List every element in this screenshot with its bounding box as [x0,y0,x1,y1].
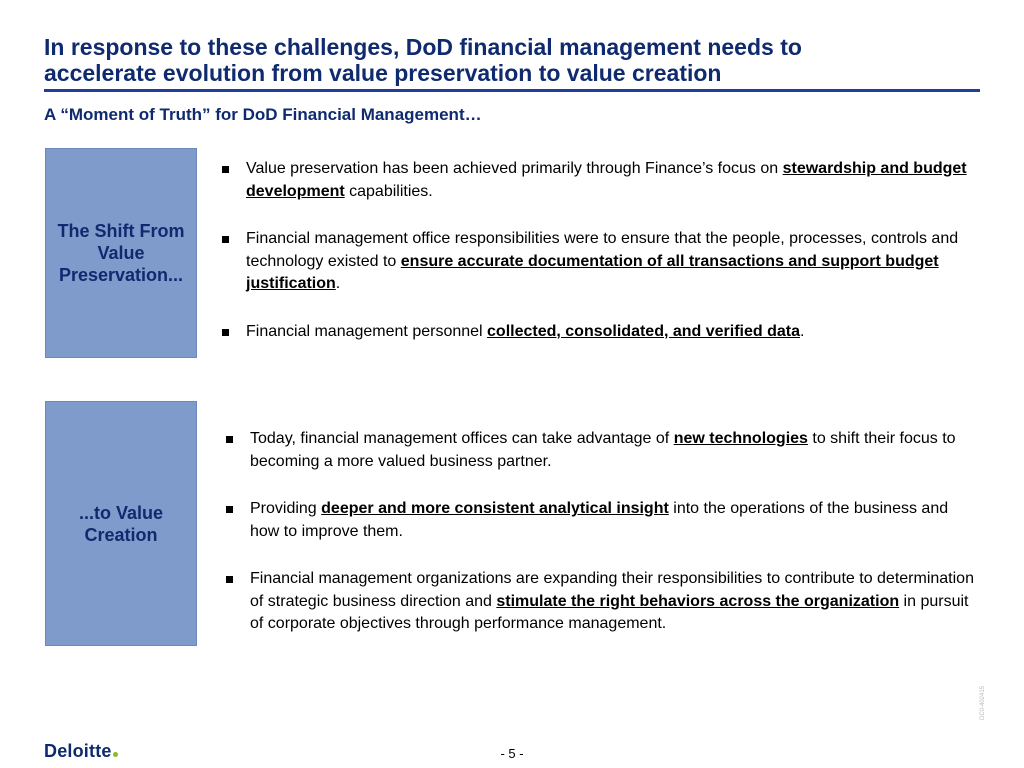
square-bullet-icon [222,236,229,243]
bullet-text: capabilities. [344,182,433,200]
bullet-item [222,321,974,344]
bullet-text: to shift their focus to becoming a more valued business partner. [250,430,956,470]
bullet-text: . [800,322,805,340]
bullet-item [222,158,974,203]
bullet-text: Today, financial management offices can take advantage of [250,430,674,447]
square-bullet-icon [226,436,233,443]
bullet-text: into the operations of the business and how to improve them. [250,500,949,540]
value-preservation-bullets [222,158,974,368]
value-creation-bullets [226,428,978,661]
logo-dot-icon [113,752,118,757]
document-code: DC0-402415 [980,685,986,720]
value-creation-box [45,401,197,646]
bullet-item [226,428,978,473]
bullet-text: Financial management office responsibilities were to ensure that the people, processes, controls and technology existed to [246,230,959,270]
deloitte-logo [44,741,118,762]
bullet-text: in pursuit of corporate objectives through performance management. [250,592,969,632]
square-bullet-icon [222,329,229,336]
value-creation-label: ...to Value Creation [78,502,164,545]
bullet-emphasis: collected, consolidated, and verified data [487,322,800,340]
square-bullet-icon [226,506,233,513]
slide-subtitle: A “Moment of Truth” for DoD Financial Management… [44,105,482,124]
bullet-text: Financial management personnel [246,322,488,340]
logo-text: Deloitte [44,741,112,761]
title-divider [44,89,980,92]
title-line-2: accelerate evolution from value preservation to value creation [44,60,722,86]
bullet-text: Financial management organizations are expanding their responsibilities to contribute to determination of strategic business direction and [250,570,974,610]
bullet-item [222,228,974,296]
bullet-emphasis: new technologies [673,430,808,447]
square-bullet-icon [222,166,229,173]
slide-title [44,34,984,86]
bullet-item [226,498,978,543]
title-line-1: In response to these challenges, DoD financial management needs to [44,34,802,60]
value-preservation-label: The Shift From Value Preservation... [57,221,185,285]
bullet-text: Value preservation has been achieved primarily through Finance’s focus on [246,160,783,177]
page-number: - 5 - [500,746,524,761]
bullet-text: Providing [250,500,322,517]
square-bullet-icon [226,576,233,583]
value-preservation-box [45,148,197,358]
bullet-emphasis: ensure accurate documentation of all transactions and support budget justification [246,252,939,292]
bullet-emphasis: stimulate the right behaviors across the organization [496,592,900,610]
bullet-text: . [335,275,341,292]
bullet-emphasis: deeper and more consistent analytical insight [321,500,669,517]
bullet-item [226,568,978,636]
bullet-emphasis: stewardship and budget development [246,160,967,200]
